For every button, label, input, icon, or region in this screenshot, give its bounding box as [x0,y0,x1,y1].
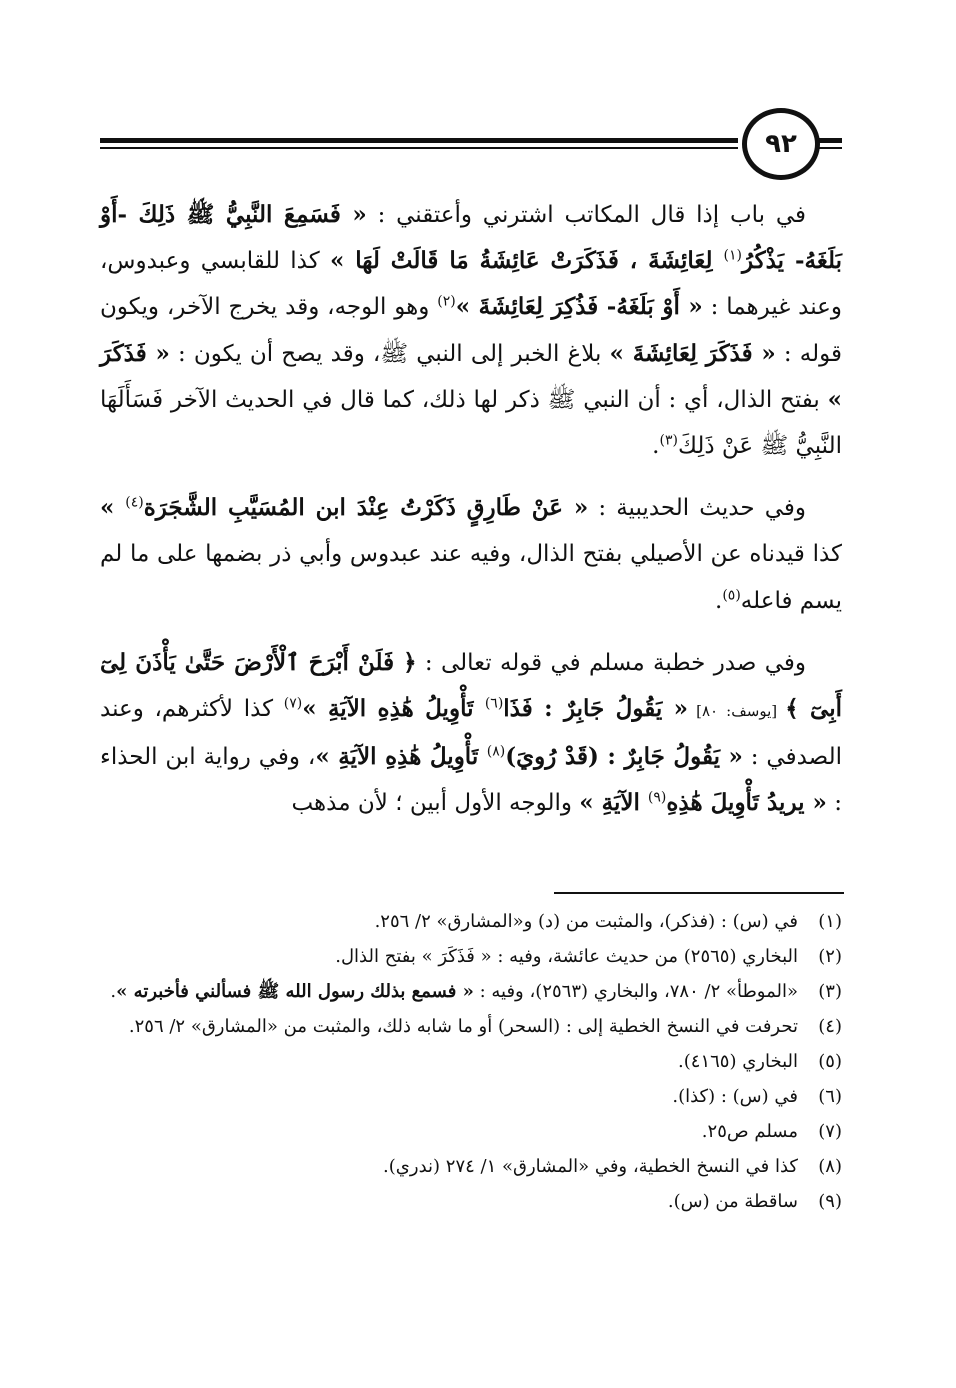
body-text: تحرفت في النسخ الخطية إلى : (السحر) أو ما شابه ذلك، والمثبت من «المشارق» ٢/ ٢٥٦. [128,1016,798,1037]
body-text: كذا للقابسي وعبدوس، وعند غيرهما : [100,248,842,321]
page-header [100,106,842,186]
footnote-text [100,1184,798,1219]
quoted-text: تَأْوِيلُ هَٰذِهِ الآيَةِ » [302,695,485,723]
footnote-number: (١) [818,911,842,932]
footnote-ref: (٣) [659,432,678,449]
body-text: . [652,433,660,460]
footnote [100,1009,842,1044]
footnote-text [100,1149,798,1184]
footnote-ref: (٧) [283,695,303,712]
body-text: كذا قيدناه عن الأصيلي بفتح الذال، وفيه عند عبدوس وأبي ذر بضمها على ما لم يسم فاعله [100,541,842,614]
quoted-text: « أَوْ بَلَغَهُ- فَذُكِرَ لِعَائِشَةَ » [455,293,703,321]
header-rule-thick [100,138,738,143]
footnote-ref: (٦) [484,695,504,712]
footnote-ref: (٩) [647,789,667,806]
quoted-text: « يَقُولُ جَابِرٌ : فَذَا [503,695,688,723]
footnotes [100,904,842,1219]
footnote-ref: (٨) [486,743,506,760]
surah-reference: [يوسف: ٨٠] [687,702,786,721]
body-text: وفي حديث الحديبية : [588,495,806,522]
footnote-ref: (٢) [437,293,456,310]
footnote-text [100,1114,798,1149]
quoted-text: ﴿ فَلَنْ أَبْرَحَ ٱلْأَرْضَ حَتَّىٰ يَأْذَنَ لِىٓ أَبِىٓ ﴾ [100,648,842,723]
footnote-text [100,1009,798,1044]
footnote [100,939,842,974]
footnote-text [100,1044,798,1079]
paragraph [100,485,842,624]
footnote-text [100,1079,798,1114]
body-text: ، وفي رواية ابن الحذاء : [100,744,842,817]
body-text: وفي صدر خطبة مسلم في قوله تعالى : [416,649,806,676]
footnote-text [100,904,798,939]
page-number-badge [742,108,820,180]
quoted-text: « فسمع بذلك رسول الله ﷺ فسألني فأخبرته » [116,981,474,1002]
footnote [100,1044,842,1079]
body-text: البخاري (٤١٦٥). [678,1051,798,1072]
header-rule-stub-thin [816,147,842,149]
body-text: «الموطأ» ٢/ ٧٨٠، والبخاري (٢٥٦٣)، وفيه : [473,981,798,1002]
quoted-text: « يريدُ تَأْوِيلَ هَٰذِهِ [666,789,827,817]
body-text: البخاري (٢٥٦٥) من حديث عائشة، وفيه : « فَذَكَرَ » بفتح الذال. [335,946,798,967]
paragraph [100,192,842,469]
footnote [100,1184,842,1219]
body-text: كذا في النسخ الخطية، وفي «المشارق» ١/ ٢٧٤ (ندري). [383,1156,798,1177]
footnote-text [100,939,798,974]
quoted-text: « فَذَكَرَ » [100,339,842,413]
footnote-number: (٧) [818,1121,842,1142]
body-text: في باب إذا قال المكاتب اشترني وأعتقني : [366,202,806,228]
footnote-ref: (١) [723,247,742,264]
body-text: . [715,587,723,614]
footnote-number: (٨) [818,1156,842,1177]
paragraph [100,640,842,827]
body-text: في (س) : (كذا). [672,1086,798,1107]
quoted-text: » [100,494,126,522]
body-text: . [110,981,117,1002]
footnote-number: (٥) [818,1051,842,1072]
body-text: بفتح الذال، أي : أن النبي ﷺ ذكر لها ذلك، كما قال في الحديث الآخر فَسَأَلَهَا النَّبِيُّ ﷺ عَنْ ذَلِكَ [100,386,842,460]
footnote [100,1149,842,1184]
main-body [100,192,842,827]
body-text: كذا لأكثرهم، وعند الصدفي : [100,696,843,771]
body-text: والوجه الأول أبين ؛ لأن مذهب [291,790,580,817]
footnote-number: (٩) [818,1191,842,1212]
quoted-text: « فَذَكَرَ لِعَائِشَةَ » [609,339,776,367]
footnote [100,974,842,1009]
quoted-text: « فَسَمِعَ النَّبِيُّ ﷺ ذَلِكَ -أَوْ بَلَغَهُ- يَذْكُرُ [100,201,842,275]
footnote-number: (٦) [818,1086,842,1107]
footnote-ref: (٥) [722,586,741,603]
body-text: في (س) : (فذكر)، والمثبت من (د) و«المشارق» ٢/ ٢٥٦. [374,911,798,932]
footnote-ref: (٤) [125,494,144,511]
footnote [100,1079,842,1114]
footnote [100,904,842,939]
body-text: بلاغ الخبر إلى النبي ﷺ، وقد يصح أن يكون : [169,340,610,367]
footnote-number: (٤) [818,1016,842,1037]
body-text: مسلم ص٢٥. [701,1121,798,1142]
footnote-divider [554,892,844,894]
footnote-text [100,974,798,1009]
footnote [100,1114,842,1149]
quoted-text: « يَقُولُ جَابِرٌ : (قَدْ رُويَ) [505,743,743,771]
footnote-number: (٣) [818,981,842,1002]
header-rule-thin [100,147,738,149]
page-number: ٩٢ [765,129,797,159]
quoted-text: تَأْوِيلُ هَٰذِهِ الآيَةِ » [315,743,487,771]
quoted-text: الآيَةِ » [579,789,648,817]
body-text: وهو الوجه، وقد يخرج الآخر، ويكون قوله : [100,294,842,367]
body-text: ساقطة من (س). [667,1191,798,1212]
quoted-text: لِعَائِشَةَ ، فَذَكَرَتْ عَائِشَةُ مَا قَالَتْ لَهَا » [329,247,724,275]
quoted-text: « عَنْ طَارِقٍ ذَكَرْتُ عِنْدَ ابن المُسَيَّبِ الشَّجَرَة [143,494,589,522]
footnote-number: (٢) [818,946,842,967]
